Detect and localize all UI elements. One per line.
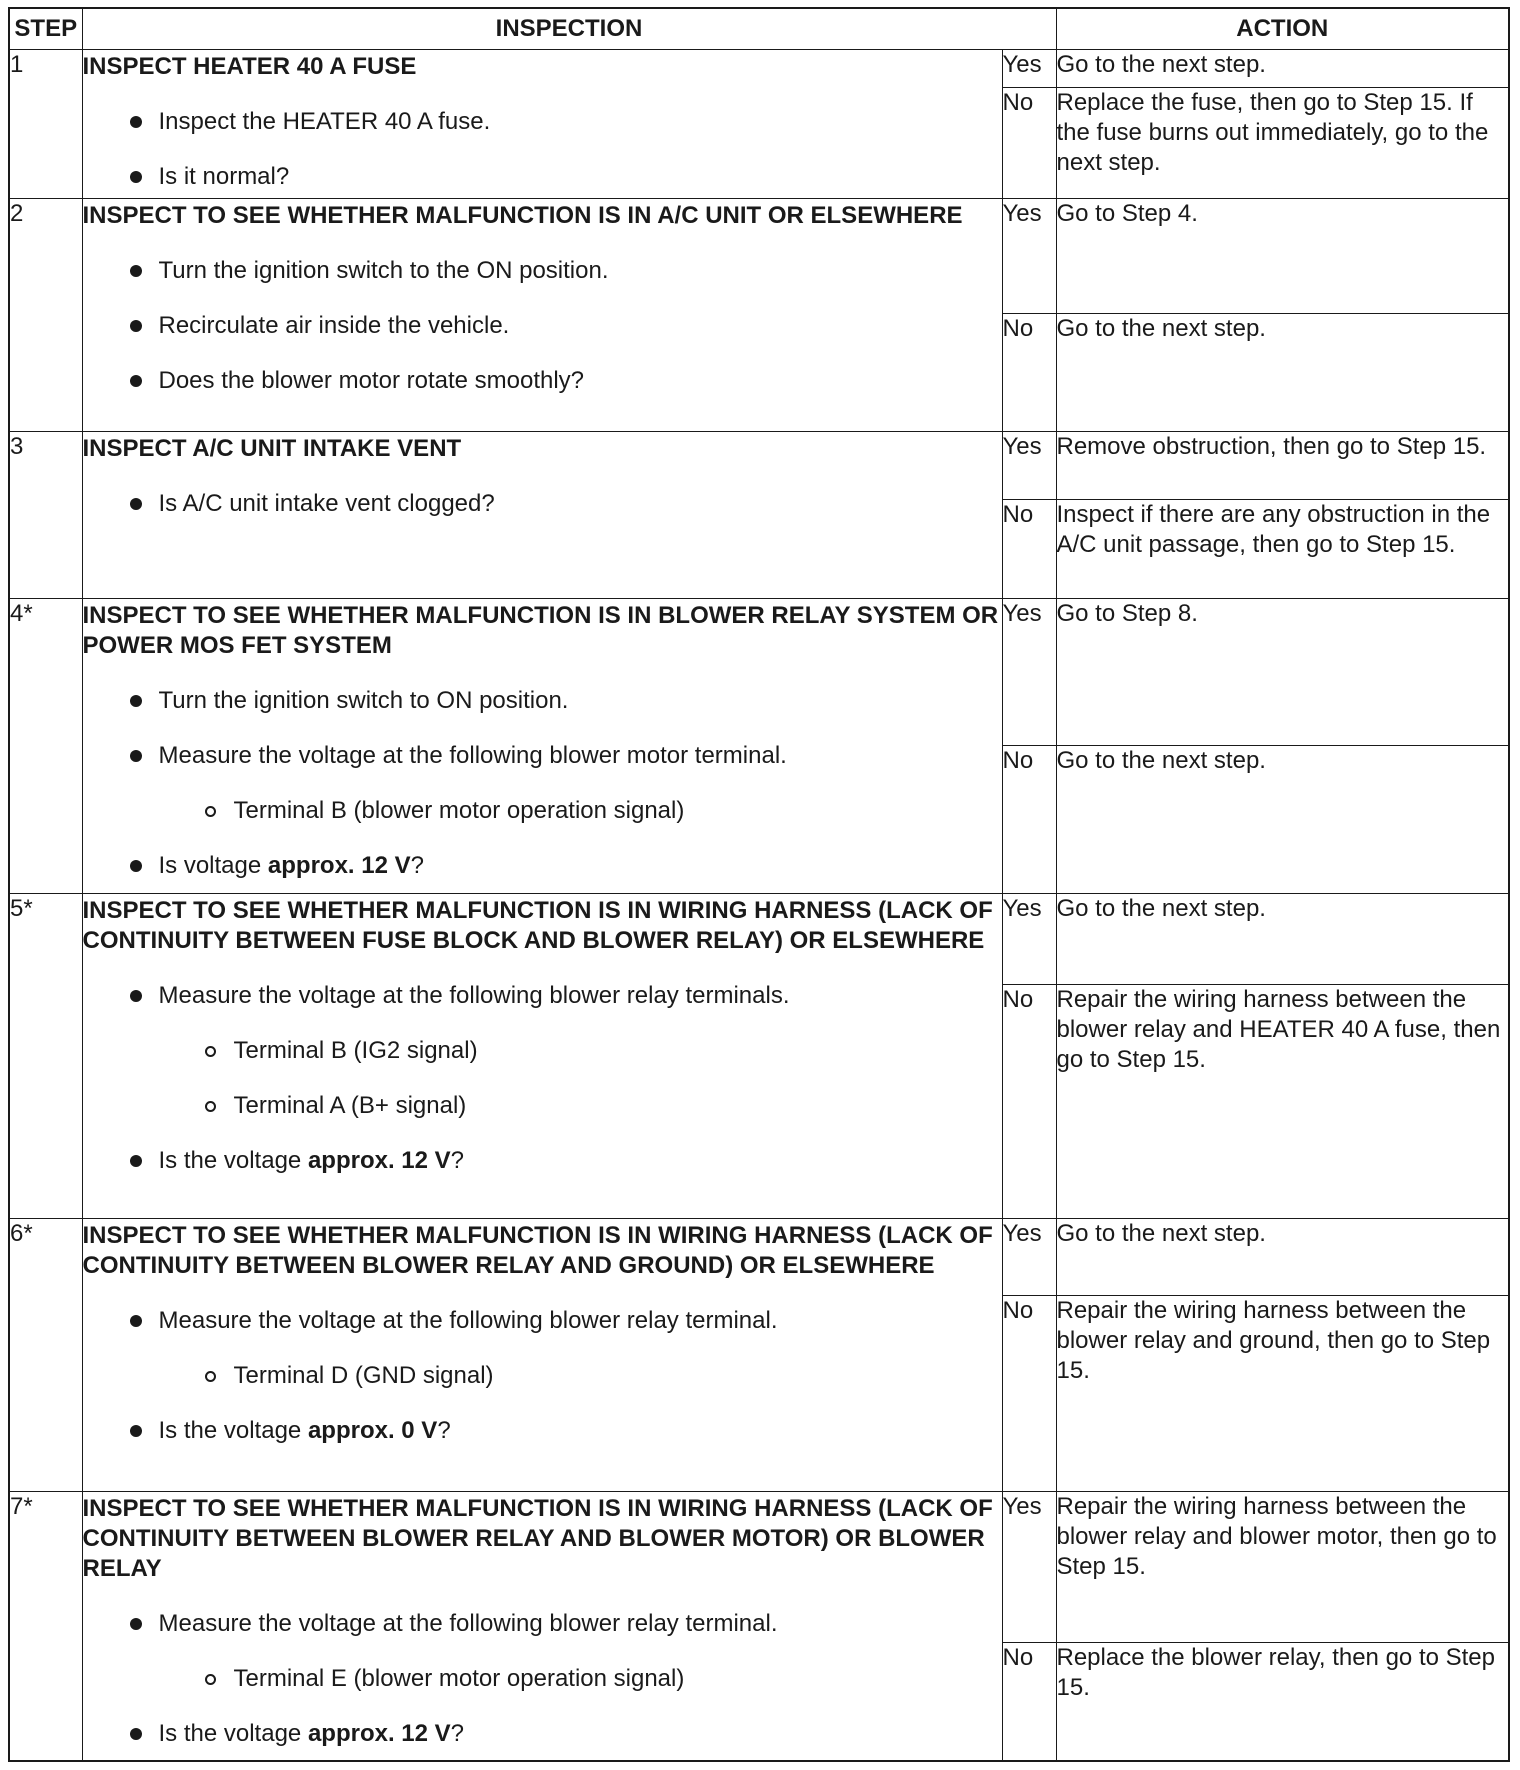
inspection-sub-bullet: Terminal B (IG2 signal) [83,1036,1002,1066]
step-2-yes-row [9,198,1509,314]
diagnostic-table [8,7,1510,1762]
step-number: 2 [9,198,82,431]
yes-label: Yes [1002,893,1056,984]
step-number: 7* [9,1492,82,1761]
inspection-bullet: Measure the voltage at the following blower motor terminal. [83,741,1002,771]
inspection-bullet: Recirculate air inside the vehicle. [83,311,1002,341]
inspection-title: INSPECT TO SEE WHETHER MALFUNCTION IS IN A/C UNIT OR ELSEWHERE [82,201,963,229]
inspection-cell [82,1492,1002,1761]
inspection-list [83,489,1002,519]
inspection-cell [82,50,1002,199]
yes-label: Yes [1002,431,1056,499]
yes-label: Yes [1002,198,1056,314]
step-number: 4* [9,599,82,894]
inspection-question: Is the voltage approx. 12 V? [83,1719,1002,1749]
inspection-sub-bullet: Terminal A (B+ signal) [83,1091,1002,1121]
inspection-cell [82,893,1002,1218]
inspection-list [83,981,1002,1176]
inspection-cell [82,1218,1002,1492]
step-4-yes-row [9,599,1509,746]
yes-action: Go to Step 8. [1056,599,1509,746]
step-number: 5* [9,893,82,1218]
yes-action: Repair the wiring harness between the blower relay and blower motor, then go to Step 15. [1056,1492,1509,1643]
inspection-bullet: Measure the voltage at the following blower relay terminal. [83,1609,1002,1639]
inspection-sub-bullet: Terminal D (GND signal) [83,1361,1002,1391]
step-number: 1 [9,50,82,199]
step-5-yes-row [9,893,1509,984]
inspection-bullet: Turn the ignition switch to the ON position. [83,256,1002,286]
inspection-title: INSPECT HEATER 40 A FUSE [82,53,417,80]
no-label: No [1002,1643,1056,1761]
no-label: No [1002,499,1056,599]
no-label: No [1002,314,1056,432]
no-label: No [1002,87,1056,198]
inspection-list [83,256,1002,396]
inspection-cell [82,198,1002,431]
step-number: 6* [9,1218,82,1492]
inspection-sub-bullet: Terminal B (blower motor operation signal) [83,796,1002,826]
no-label: No [1002,1295,1056,1492]
yes-label: Yes [1002,50,1056,88]
inspection-list [83,686,1002,881]
yes-label: Yes [1002,599,1056,746]
yes-action: Go to the next step. [1056,50,1509,88]
inspection-list [83,1306,1002,1446]
inspection-cell [82,431,1002,599]
inspection-bullet: Measure the voltage at the following blower relay terminal. [83,1306,1002,1336]
inspection-bullet: Turn the ignition switch to ON position. [83,686,1002,716]
no-label: No [1002,984,1056,1218]
yes-action: Go to the next step. [1056,1218,1509,1295]
inspection-title: INSPECT A/C UNIT INTAKE VENT [82,434,462,462]
step-6-yes-row [9,1218,1509,1295]
action-header: ACTION [1056,8,1509,50]
no-action: Replace the fuse, then go to Step 15. If the fuse burns out immediately, go to the next step. [1056,87,1509,198]
inspection-question: Is the voltage approx. 0 V? [83,1416,1002,1446]
inspection-bullet: Is A/C unit intake vent clogged? [83,489,1002,519]
step-1-yes-row [9,50,1509,88]
no-action: Go to the next step. [1056,746,1509,894]
inspection-title: INSPECT TO SEE WHETHER MALFUNCTION IS IN BLOWER RELAY SYSTEM OR POWER MOS FET SYSTEM [82,602,999,660]
inspection-bullet: Is it normal? [83,162,1002,192]
inspection-list [83,107,1002,192]
inspection-title: INSPECT TO SEE WHETHER MALFUNCTION IS IN WIRING HARNESS (LACK OF CONTINUITY BETWEEN BLOWER RELAY AND GROUND) OR ELSEWHERE [82,1221,993,1279]
inspection-question: Is the voltage approx. 12 V? [83,1146,1002,1176]
step-3-yes-row [9,431,1509,499]
inspection-title: INSPECT TO SEE WHETHER MALFUNCTION IS IN WIRING HARNESS (LACK OF CONTINUITY BETWEEN BLOWER RELAY AND BLOWER MOTOR) OR BLOWER RELAY [82,1495,993,1583]
inspection-cell [82,599,1002,894]
step-7-yes-row [9,1492,1509,1643]
no-action: Repair the wiring harness between the blower relay and HEATER 40 A fuse, then go to Step 15. [1056,984,1509,1218]
header-row [9,8,1509,50]
inspection-sub-bullet: Terminal E (blower motor operation signal) [83,1664,1002,1694]
inspection-title: INSPECT TO SEE WHETHER MALFUNCTION IS IN WIRING HARNESS (LACK OF CONTINUITY BETWEEN FUSE BLOCK AND BLOWER RELAY) OR ELSEWHERE [82,896,993,954]
inspection-list [83,1609,1002,1749]
inspection-bullet: Inspect the HEATER 40 A fuse. [83,107,1002,137]
inspection-header: INSPECTION [82,8,1056,50]
no-action: Inspect if there are any obstruction in the A/C unit passage, then go to Step 15. [1056,499,1509,599]
yes-label: Yes [1002,1218,1056,1295]
inspection-question: Is voltage approx. 12 V? [83,851,1002,881]
inspection-bullet: Does the blower motor rotate smoothly? [83,366,1002,396]
inspection-bullet: Measure the voltage at the following blower relay terminals. [83,981,1002,1011]
yes-action: Go to Step 4. [1056,198,1509,314]
no-action: Replace the blower relay, then go to Step 15. [1056,1643,1509,1761]
no-action: Repair the wiring harness between the blower relay and ground, then go to Step 15. [1056,1295,1509,1492]
no-label: No [1002,746,1056,894]
no-action: Go to the next step. [1056,314,1509,432]
yes-action: Remove obstruction, then go to Step 15. [1056,431,1509,499]
step-header: STEP [9,8,82,50]
yes-action: Go to the next step. [1056,893,1509,984]
step-number: 3 [9,431,82,599]
yes-label: Yes [1002,1492,1056,1643]
